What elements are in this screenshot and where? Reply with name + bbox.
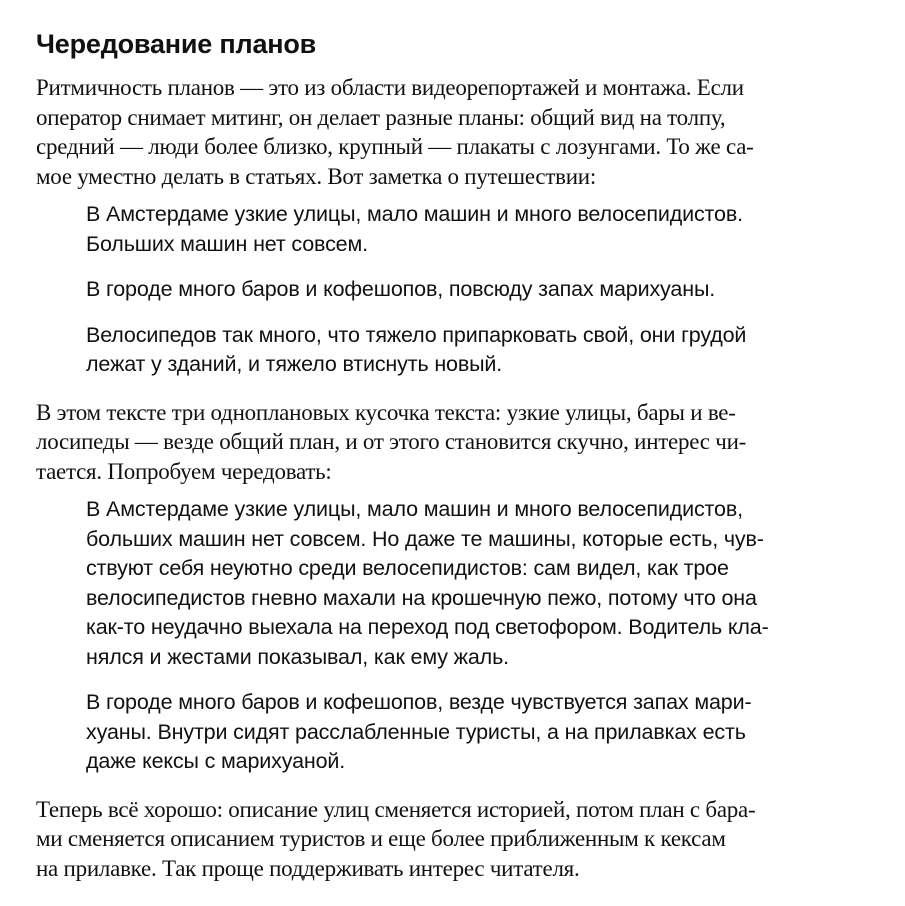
text-line: больших машин нет совсем. Но даже те машины, которые есть, чув- — [86, 526, 764, 551]
text-line: оператор снимает митинг, он делает разные планы: общий вид на толпу, — [36, 104, 726, 130]
text-line: тается. Попробуем чередовать: — [36, 458, 332, 484]
text-line: ствуют себя неуютно среди велосепидистов: сам видел, как трое — [86, 556, 729, 580]
text-line: лежат у зданий, и тяжело втиснуть новый. — [86, 352, 503, 376]
text-line: средний — люди более близко, крупный — плакаты с лозунгами. То же са- — [36, 134, 754, 159]
text-line: В городе много баров и кофешопов, везде чувствуется запах мари- — [86, 690, 752, 714]
text-line: даже кексы с марихуаной. — [86, 749, 346, 773]
example-quote — [36, 200, 864, 259]
conclusion-paragraph — [36, 795, 864, 884]
text-line: Теперь всё хорошо: описание улиц сменяется историей, потом план с бара- — [36, 796, 756, 822]
text-line: нялся и жестами показывал, как ему жаль. — [86, 644, 509, 669]
example-after — [36, 495, 864, 777]
intro-paragraph — [36, 73, 864, 191]
text-line: как-то неудачно выехала на переход под светофором. Водитель кла- — [86, 615, 769, 639]
text-line: В этом тексте три одноплановых кусочка текста: узкие улицы, бары и ве- — [36, 399, 736, 425]
example-before — [36, 200, 864, 380]
text-line: ми сменяется описанием туристов и еще более приближенным к кексам — [36, 826, 726, 851]
example-quote — [36, 688, 864, 777]
example-quote — [36, 495, 864, 672]
text-line: велосипедистов гневно махали на крошечную пежо, потому что она — [86, 585, 757, 610]
analysis-paragraph — [36, 398, 864, 487]
text-line: лосипеды — везде общий план, и от этого становится скучно, интерес чи- — [36, 429, 747, 454]
text-line: В городе много баров и кофешопов, повсюду запах марихуаны. — [86, 277, 716, 301]
text-line: на прилавке. Так проще поддерживать интерес читателя. — [36, 855, 580, 881]
text-line: Больших машин нет совсем. — [86, 231, 368, 256]
text-line: В Амстердаме узкие улицы, мало машин и много велосепидистов. — [86, 202, 743, 226]
article — [36, 28, 864, 892]
example-quote — [36, 321, 864, 380]
text-line: Велосипедов так много, что тяжело припарковать свой, они грудой — [86, 322, 747, 347]
text-line: мое уместно делать в статьях. Вот заметка о путешествии: — [36, 163, 596, 189]
text-line: Ритмичность планов — это из области видеорепортажей и монтажа. Если — [36, 75, 744, 100]
section-heading: Чередование планов — [36, 29, 317, 59]
text-line: хуаны. Внутри сидят расслабленные туристы, а на прилавках есть — [86, 719, 746, 744]
example-quote — [36, 275, 864, 305]
text-line: В Амстердаме узкие улицы, мало машин и много велосепидистов, — [86, 497, 743, 521]
